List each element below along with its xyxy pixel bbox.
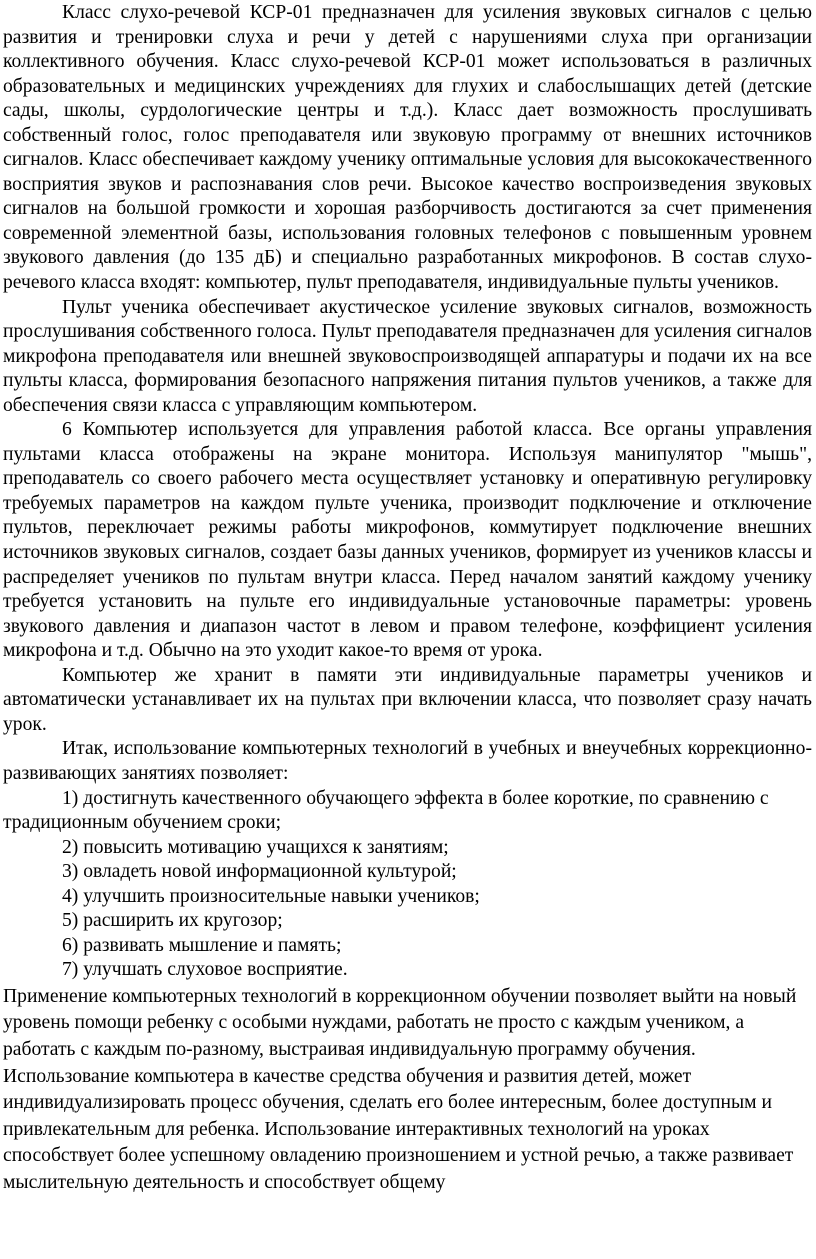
list-item: 1) достигнуть качественного обучающего эффекта в более короткие, по сравнению с традиционным обучением сроки; [3,787,769,834]
list-item: 4) улучшить произносительные навыки учеников; [62,885,480,907]
paragraph-list-intro: Итак, использование компьютерных технологий в учебных и внеучебных коррекционно-развивающих занятиях позволяет: [3,738,812,784]
paragraph-student-console: Пульт ученика обеспечивает акустическое усиление звуковых сигналов, возможность прослушивания собственного голоса. Пульт преподавателя предназначен для усиления сигналов микрофона преподавателя или внешней звуковоспроизводящей аппаратуры и подачи их на все пульты класса, формирования безопасного напряжения питания пультов учеников, а также для обеспечения связи класса с управляющим компьютером. [3,296,812,416]
list-item: 2) повысить мотивацию учащихся к занятиям; [62,836,449,858]
paragraph-computer-memory: Компьютер же хранит в памяти эти индивидуальные параметры учеников и автоматически устанавливает их на пультах при включении класса, что позволяет сразу начать урок. [3,664,812,735]
list-item: 7) улучшать слуховое восприятие. [62,959,348,981]
list-item: 5) расширить их кругозор; [62,910,283,932]
paragraph-computer-control: 6 Компьютер используется для управления работой класса. Все органы управления пультами класса отображены на экране монитора. Используя манипулятор "мышь", преподаватель со своего рабочего места осуществляет установку и оперативную регулировку требуемых параметров на каждом пульте ученика, производит подключение и отключение пультов, переключает режимы работы микрофонов, коммутирует подключение внешних источников звуковых сигналов, создает базы данных учеников, формирует из учеников классы и распределяет учеников по пультам внутри класса. Перед началом занятий каждому ученику требуется установить на пульте его индивидуальные установочные параметры: уровень звукового давления и диапазон частот в левом и правом телефоне, коэффициент усиления микрофона и т.д. Обычно на это уходит какое-то время от урока. [3,419,812,662]
paragraph-closing: Применение компьютерных технологий в коррекционном обучении позволяет выйти на новый уровень помощи ребенку с особыми нуждами, работать не просто с каждым учеником, а работать с каждым по-разному, выстраивая индивидуальную программу обучения. Использование компьютера в качестве средства обучения и развития детей, может индивидуализировать процесс обучения, сделать его более интересным, более доступным и привлекательным для ребенка. Использование интерактивных технологий на уроках способствует более успешному овладению произношением и устной речью, а также развивает мыслительную деятельность и способствует общему [3,985,797,1194]
list-item: 6) развивать мышление и память; [62,934,342,956]
paragraph-ksr01-description: Класс слухо-речевой КСР-01 предназначен для усиления звуковых сигналов с целью развития и тренировки слуха и речи у детей с нарушениями слуха при организации коллективного обучения. Класс слухо-речевой КСР-01 может использоваться в различных образовательных и медицинских учреждениях для глухих и слабослышащих детей (детские сады, школы, сурдологические центры и т.д.). Класс дает возможность прослушивать собственный голос, голос преподавателя или звуковую программу от внешних источников сигналов. Класс обеспечивает каждому ученику оптимальные условия для высококачественного восприятия звуков и распознавания слов речи. Высокое качество воспроизведения звуковых сигналов на большой громкости и хорошая разборчивость достигаются за счет применения современной элементной базы, использования головных телефонов с повышенным уровнем звукового давления (до 135 дБ) и специально разработанных микрофонов. В состав слухо-речевого класса входят: компьютер, пульт преподавателя, индивидуальные пульты учеников. [3,2,812,294]
benefits-list [3,787,812,983]
list-item: 3) овладеть новой информационной культурой; [62,861,457,883]
